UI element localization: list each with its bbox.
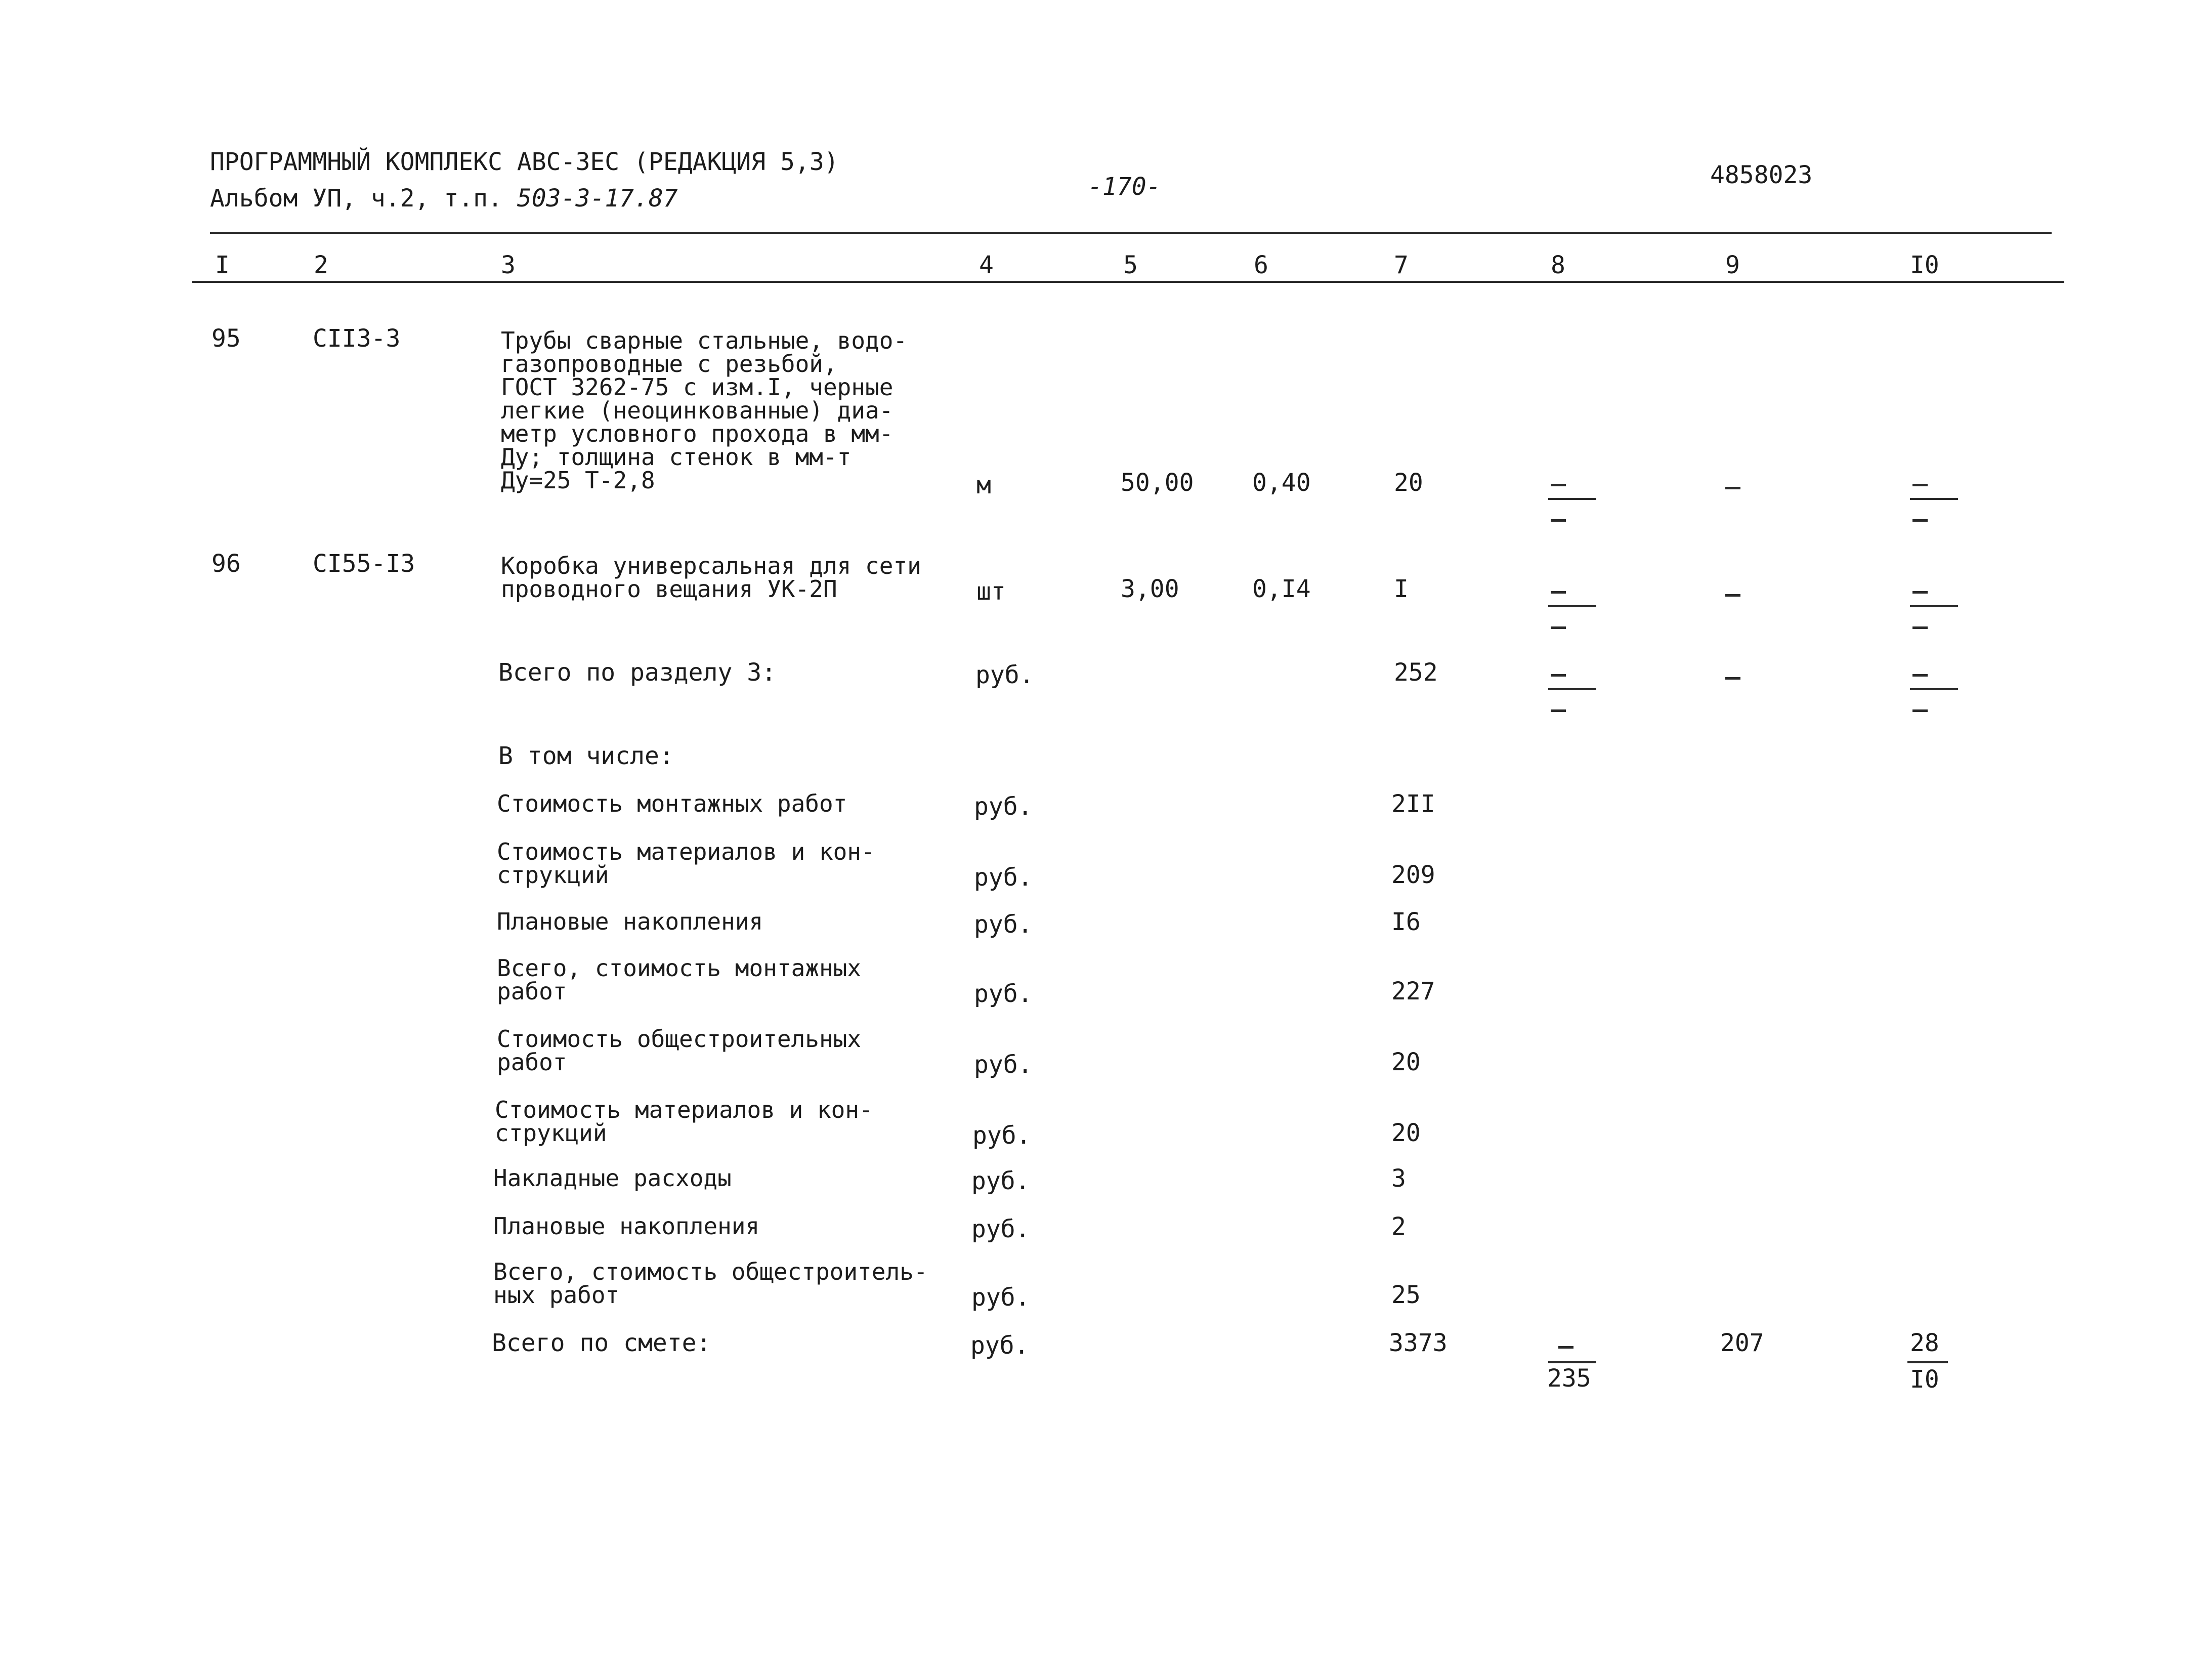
- summary-unit: руб.: [974, 1051, 1033, 1079]
- page-number: -170-: [1088, 173, 1161, 201]
- summary-value: 227: [1391, 977, 1435, 1006]
- album-line: [210, 186, 678, 211]
- summary-value: 2: [1391, 1212, 1406, 1241]
- summary-label: Всего, стоимость общестроитель- ных работ: [493, 1258, 928, 1309]
- grand-total-col8-value: 235: [1547, 1364, 1591, 1393]
- row-description: Трубы сварные стальные, водо- газопроводные с резьбой, ГОСТ 3262-75 с изм.I, черные легкие (неоцинкованные) диа- метр условного прохода в мм- Ду; толщина стенок в мм-т Ду=25 Т-2,8: [501, 327, 908, 494]
- grand-total-unit: руб.: [970, 1331, 1029, 1360]
- summary-label: Стоимость материалов и кон- струкций: [495, 1096, 873, 1147]
- col-header-4: 4: [979, 251, 994, 279]
- summary-label: Стоимость монтажных работ: [497, 790, 847, 817]
- col-header-8: 8: [1551, 251, 1565, 279]
- doc-number: 4858023: [1710, 161, 1813, 189]
- row-quantity: 50,00: [1121, 469, 1194, 497]
- col-header-6: 6: [1254, 251, 1268, 279]
- row-total: I: [1394, 575, 1409, 603]
- summary-label: Всего, стоимость монтажных работ: [497, 954, 862, 1005]
- row-code: CI55-I3: [313, 550, 415, 578]
- grand-total-col9-value: 207: [1720, 1329, 1764, 1357]
- row-number: 96: [211, 550, 241, 578]
- summary-value: 25: [1391, 1281, 1421, 1309]
- summary-unit: руб.: [974, 863, 1033, 892]
- summary-unit: руб.: [972, 1121, 1031, 1150]
- row-description: Коробка универсальная для сети проводного вещания УК-2П: [501, 552, 921, 603]
- summary-unit: руб.: [974, 980, 1033, 1008]
- summary-label: Стоимость общестроительных работ: [497, 1025, 862, 1076]
- summary-label: Накладные расходы: [493, 1164, 732, 1192]
- section-total-value: 252: [1394, 658, 1438, 687]
- col-header-9: 9: [1725, 251, 1740, 279]
- summary-value: 20: [1391, 1119, 1421, 1147]
- row-col9-dash: [1725, 594, 1740, 597]
- col-header-7: 7: [1394, 251, 1409, 279]
- row-unit: м: [976, 471, 991, 499]
- grand-total-label: Всего по смете:: [492, 1329, 711, 1357]
- project-code: 503-3-17.87: [517, 184, 678, 213]
- program-title: ПРОГРАММНЫЙ КОМПЛЕКС АВС-3ЕС (РЕДАКЦИЯ 5,3): [210, 148, 839, 176]
- row-total: 20: [1394, 469, 1423, 497]
- summary-value: 209: [1391, 861, 1435, 889]
- col-header-3: 3: [501, 251, 516, 279]
- summary-unit: руб.: [974, 792, 1033, 821]
- header-rule-top: [210, 232, 2052, 234]
- summary-value: 20: [1391, 1048, 1421, 1076]
- col-header-10: I0: [1910, 251, 1939, 279]
- summary-label: Плановые накопления: [493, 1212, 760, 1240]
- section-col9-dash: [1725, 677, 1740, 680]
- including-label: В том числе:: [498, 742, 674, 770]
- col-header-2: 2: [314, 251, 328, 279]
- row-quantity: 3,00: [1121, 575, 1179, 603]
- grand-total-col10-bottom: I0: [1910, 1365, 1939, 1394]
- album-label: Альбом УП, ч.2, т.п.: [210, 184, 502, 213]
- summary-value: I6: [1391, 908, 1421, 936]
- row-code: CII3-3: [313, 324, 401, 353]
- summary-label: Плановые накопления: [497, 908, 763, 935]
- summary-label: Стоимость материалов и кон- струкций: [497, 838, 875, 889]
- grand-total-value: 3373: [1389, 1329, 1448, 1357]
- row-col9-dash: [1725, 487, 1740, 489]
- section-total-label: Всего по разделу 3:: [498, 658, 777, 687]
- header-rule-bottom: [192, 281, 2064, 283]
- row-unit-price: 0,40: [1252, 469, 1311, 497]
- summary-unit: руб.: [974, 910, 1033, 939]
- summary-unit: руб.: [971, 1283, 1030, 1312]
- summary-unit: руб.: [971, 1167, 1030, 1195]
- row-unit-price: 0,I4: [1252, 575, 1311, 603]
- summary-value: 3: [1391, 1164, 1406, 1193]
- summary-value: 2II: [1391, 790, 1435, 818]
- col-header-5: 5: [1123, 251, 1138, 279]
- col-header-1: I: [215, 251, 230, 279]
- summary-unit: руб.: [971, 1215, 1030, 1243]
- row-unit: шт: [976, 577, 1006, 606]
- section-total-unit: руб.: [975, 661, 1034, 689]
- grand-total-col10-top: 28: [1910, 1329, 1939, 1357]
- row-number: 95: [211, 324, 241, 353]
